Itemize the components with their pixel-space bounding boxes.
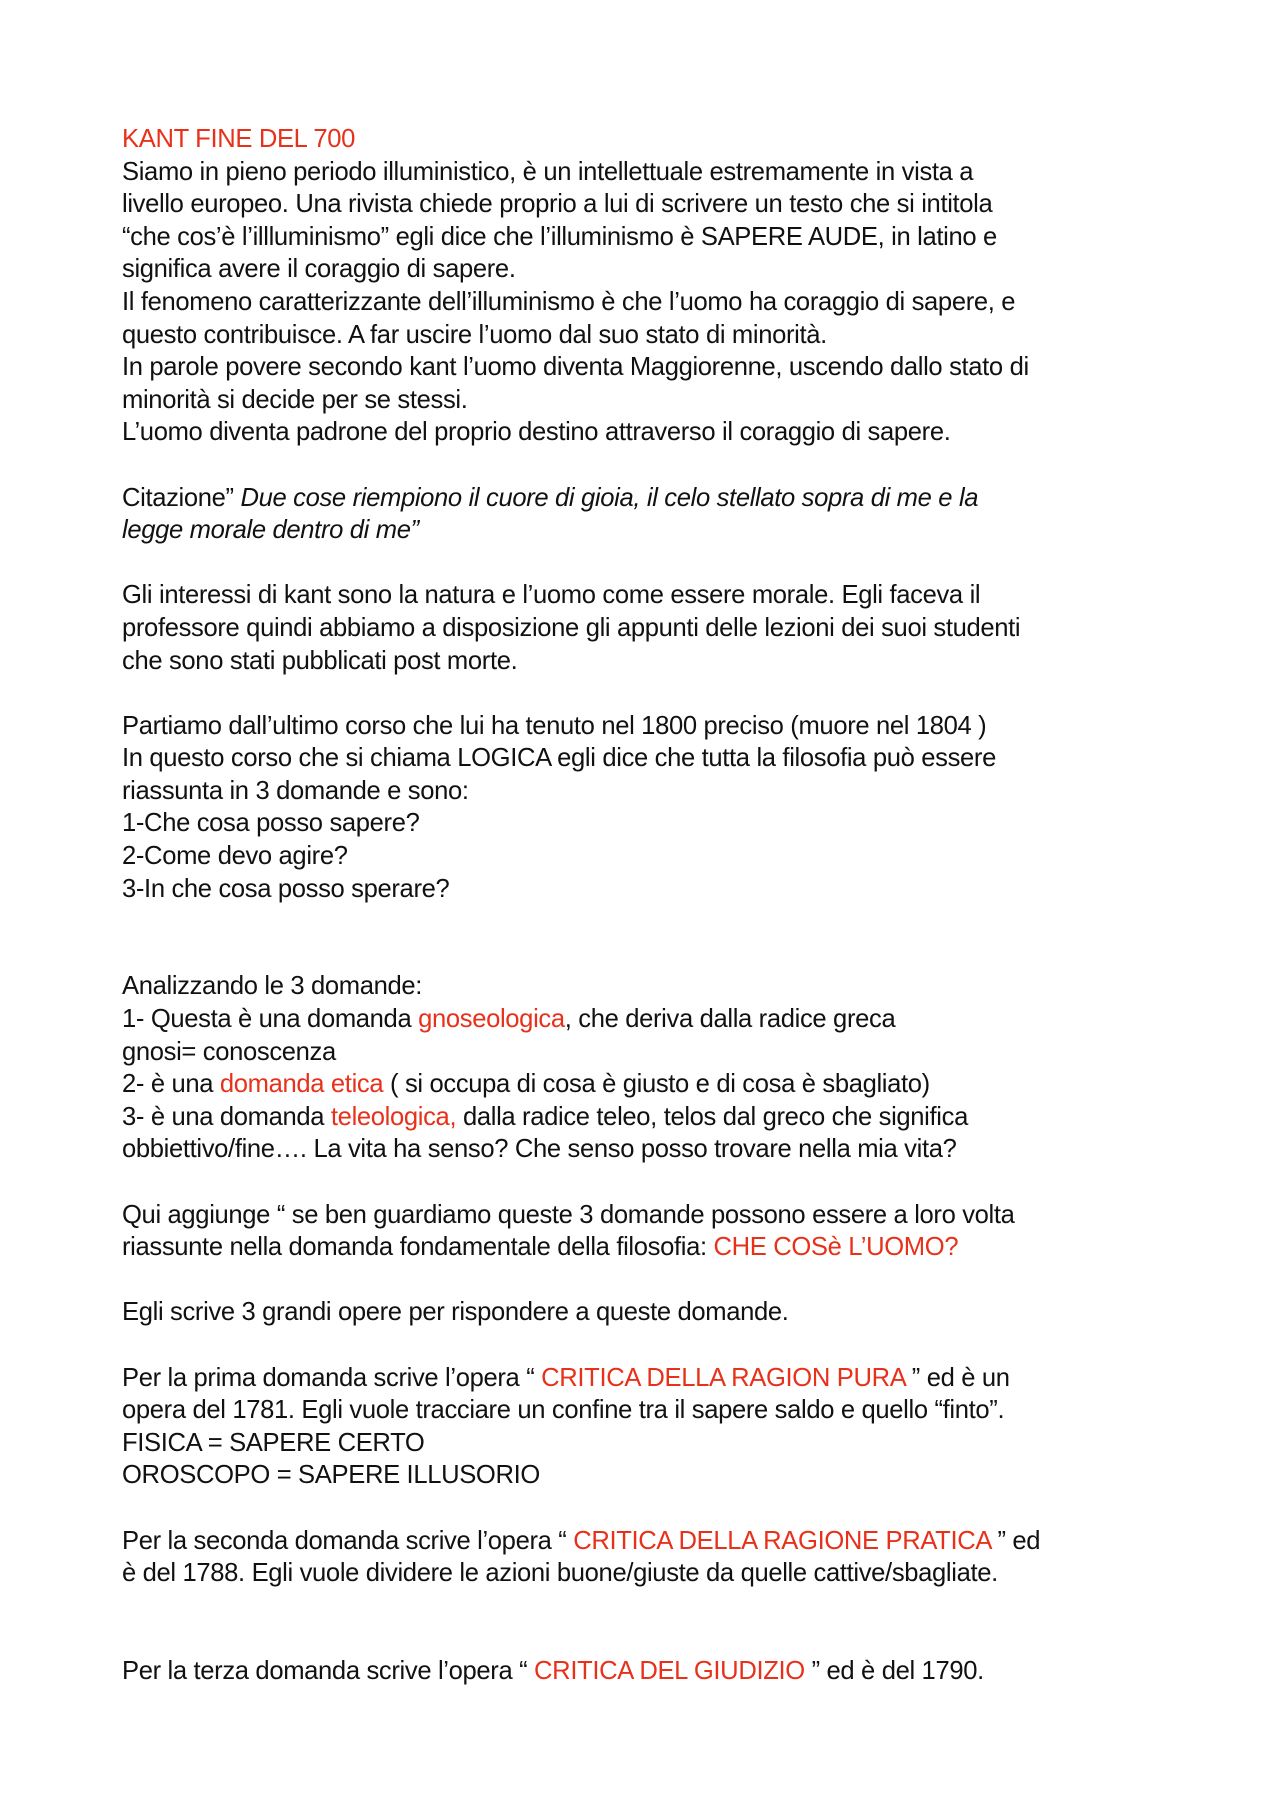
text-line: In questo corso che si chiama LOGICA egli dice che tutta la filosofia può essere: [122, 744, 996, 773]
text-line: questo contribuisce. A far uscire l’uomo dal suo stato di minorità.: [122, 320, 827, 349]
text-line: Siamo in pieno periodo illuministico, è un intellettuale estremamente in vista a: [122, 157, 974, 186]
text-line: obbiettivo/fine…. La vita ha senso? Che senso posso trovare nella mia vita?: [122, 1135, 957, 1164]
highlight-term: gnoseologica: [418, 1005, 565, 1034]
text-line: Il fenomeno caratterizzante dell’illuminismo è che l’uomo ha coraggio di sapere, e: [122, 287, 1016, 316]
analysis-item: [122, 1003, 1182, 1036]
quote-text: legge morale dentro di me”: [122, 516, 419, 545]
text-line: minorità si decide per se stessi.: [122, 385, 468, 414]
text-span: ” ed: [990, 1526, 1041, 1555]
work2-paragraph: [122, 1525, 1182, 1590]
analysis-item: [122, 1068, 1182, 1101]
text-span: Per la prima domanda scrive l’opera “: [122, 1363, 542, 1392]
text-span: Per la terza domanda scrive l’opera “: [122, 1656, 535, 1685]
text-line: “che cos’è l’illluminismo” egli dice che l’illuminismo è SAPERE AUDE, in latino e: [122, 222, 997, 251]
logic-course-paragraph: [122, 710, 1182, 906]
text-line: che sono stati pubblicati post morte.: [122, 646, 518, 675]
text-span: , che deriva dalla radice greca: [564, 1005, 896, 1034]
highlight-term: teleologica,: [330, 1102, 457, 1131]
work-title: CRITICA DEL GIUDIZIO: [534, 1656, 805, 1685]
text-span: 1- Questa è una domanda: [122, 1005, 419, 1034]
text-line: gnosi= conoscenza: [122, 1037, 336, 1066]
quote-line: [122, 482, 1182, 515]
work-title: CRITICA DELLA RAGION PURA: [541, 1363, 906, 1392]
question-item: 2-Come devo agire?: [122, 842, 348, 871]
text-span: dalla radice teleo, telos dal greco che significa: [456, 1102, 968, 1131]
text-line: Partiamo dall’ultimo corso che lui ha tenuto nel 1800 preciso (muore nel 1804 ): [122, 711, 987, 740]
text-span: ( si occupa di cosa è giusto e di cosa è sbagliato): [383, 1070, 930, 1099]
text-line: professore quindi abbiamo a disposizione gli appunti delle lezioni dei suoi studenti: [122, 613, 1021, 642]
text-line: [122, 1231, 1182, 1264]
highlight-term: CHE COSè L’UOMO?: [713, 1233, 959, 1262]
text-line: L’uomo diventa padrone del proprio destino attraverso il coraggio di sapere.: [122, 418, 951, 447]
question-item: 3-In che cosa posso sperare?: [122, 874, 450, 903]
text-span: ” ed è un: [905, 1363, 1010, 1392]
text-line: significa avere il coraggio di sapere.: [122, 255, 516, 284]
text-span: riassunte nella domanda fondamentale della filosofia:: [122, 1233, 714, 1262]
text-line: FISICA = SAPERE CERTO: [122, 1428, 425, 1457]
highlight-term: domanda etica: [219, 1070, 384, 1099]
work1-paragraph: [122, 1362, 1182, 1492]
text-span: ” ed è del 1790.: [804, 1656, 984, 1685]
text-line: [122, 1525, 1182, 1558]
document-page: [122, 123, 1182, 1688]
text-line: Gli interessi di kant sono la natura e l’uomo come essere morale. Egli faceva il: [122, 581, 981, 610]
quote-prefix: Citazione”: [122, 483, 234, 512]
quote-line: [122, 514, 1182, 547]
text-span: 3- è una domanda: [122, 1102, 331, 1131]
text-line: Qui aggiunge “ se ben guardiamo queste 3 domande possono essere a loro volta: [122, 1200, 1015, 1229]
quote-text: Due cose riempiono il cuore di gioia, il celo stellato sopra di me e la: [233, 483, 979, 512]
analysis-item: [122, 1101, 1182, 1134]
text-line: livello europeo. Una rivista chiede proprio a lui di scrivere un testo che si intitola: [122, 190, 993, 219]
text-line: [122, 1655, 1182, 1688]
summary-paragraph: [122, 1199, 1182, 1264]
interests-paragraph: [122, 579, 1182, 677]
text-line: Analizzando le 3 domande:: [122, 972, 423, 1001]
works-intro: Egli scrive 3 grandi opere per rispondere a queste domande.: [122, 1298, 789, 1327]
intro-paragraph: [122, 156, 1182, 449]
quote-paragraph: [122, 482, 1182, 547]
text-line: riassunta in 3 domande e sono:: [122, 776, 469, 805]
text-span: 2- è una: [122, 1070, 220, 1099]
text-line: OROSCOPO = SAPERE ILLUSORIO: [122, 1461, 540, 1490]
work3-paragraph: [122, 1655, 1182, 1688]
text-line: opera del 1781. Egli vuole tracciare un confine tra il sapere saldo e quello “finto”.: [122, 1396, 1005, 1425]
question-item: 1-Che cosa posso sapere?: [122, 809, 420, 838]
text-span: Per la seconda domanda scrive l’opera “: [122, 1526, 574, 1555]
text-line: [122, 1362, 1182, 1395]
work-title: CRITICA DELLA RAGIONE PRATICA: [573, 1526, 991, 1555]
text-line: è del 1788. Egli vuole dividere le azioni buone/giuste da quelle cattive/sbagliate.: [122, 1559, 998, 1588]
text-line: In parole povere secondo kant l’uomo diventa Maggiorenne, uscendo dallo stato di: [122, 353, 1029, 382]
document-title: KANT FINE DEL 700: [122, 125, 356, 153]
analysis-paragraph: [122, 970, 1182, 1166]
